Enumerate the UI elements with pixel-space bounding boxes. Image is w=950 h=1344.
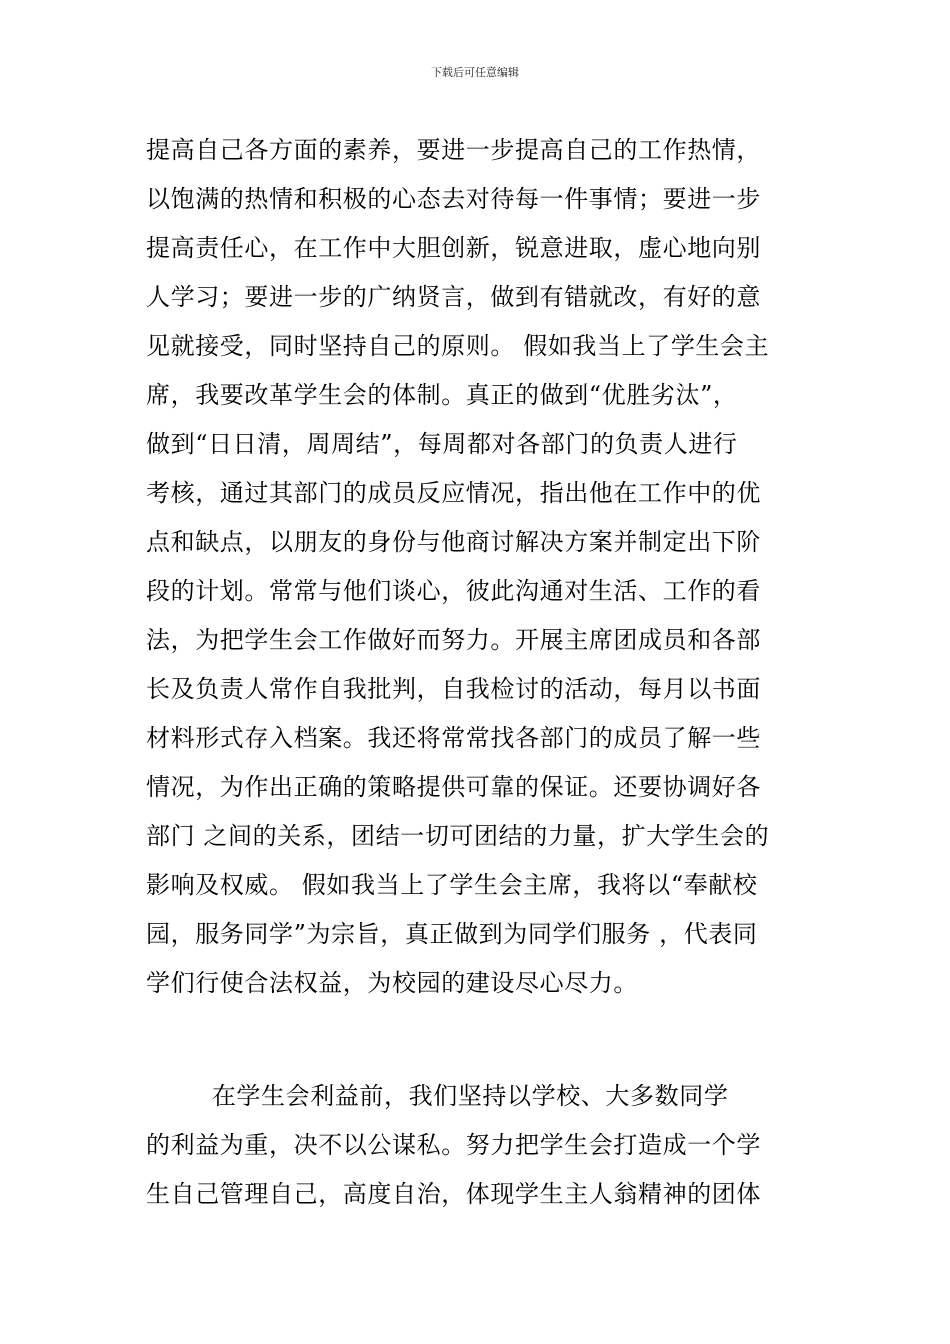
text-line: 影响及权威。 假如我当上了学生会主席，我将以“奉献校 [146, 871, 758, 899]
text-line: 园，服务同学”为宗旨，真正做到为同学们服务 ，代表同 [146, 920, 758, 948]
text-line: 席，我要改革学生会的体制。真正的做到“优胜劣汰”， [146, 381, 738, 409]
text-line: 段的计划。常常与他们谈心，彼此沟通对生活、工作的看 [146, 577, 761, 605]
text-line: 生自己管理自己，高度自治，体现学生主人翁精神的团体 [146, 1180, 761, 1208]
text-line: 学们行使合法权益，为校园的建设尽心尽力。 [146, 969, 638, 997]
text-line: 提高责任心，在工作中大胆创新，锐意进取，虚心地向别 [146, 234, 761, 262]
text-line: 人学习；要进一步的广纳贤言，做到有错就改，有好的意 [146, 283, 761, 311]
text-line: 做到“日日清，周周结”，每周都对各部门的负责人进行 [146, 430, 738, 458]
text-line: 法，为把学生会工作做好而努力。开展主席团成员和各部 [146, 626, 761, 654]
text-line: 考核，通过其部门的成员反应情况，指出他在工作中的优 [146, 479, 761, 507]
text-line: 的利益为重，决不以公谋私。努力把学生会打造成一个学 [146, 1131, 761, 1159]
text-line: 点和缺点，以朋友的身份与他商讨解决方案并制定出下阶 [146, 528, 761, 556]
text-line: 提高自己各方面的素养，要进一步提高自己的工作热情， [146, 136, 761, 164]
page-header: 下载后可任意编辑 [431, 66, 519, 79]
text-line: 部门 之间的关系，团结一切可团结的力量，扩大学生会的 [146, 822, 770, 850]
paragraph-1 [146, 126, 806, 1008]
text-line: 在学生会利益前，我们坚持以学校、大多数同学 [146, 1082, 729, 1110]
text-line: 以饱满的热情和积极的心态去对待每一件事情；要进一步 [146, 185, 761, 213]
text-line: 见就接受，同时坚持自己的原则。 假如我当上了学生会主 [146, 332, 770, 360]
text-line: 长及负责人常作自我批判，自我检讨的活动，每月以书面 [146, 675, 761, 703]
text-line: 材料形式存入档案。我还将常常找各部门的成员了解一些 [146, 724, 761, 752]
paragraph-2 [146, 1072, 806, 1219]
text-line: 情况，为作出正确的策略提供可靠的保证。还要协调好各 [146, 773, 761, 801]
